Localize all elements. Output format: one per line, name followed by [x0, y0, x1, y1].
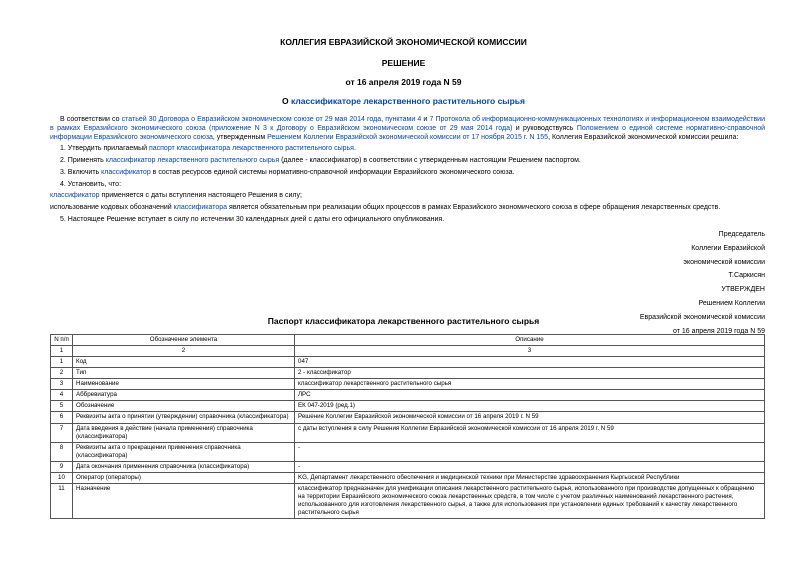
element-name-cell: Назначение — [73, 483, 295, 518]
org-heading: КОЛЛЕГИЯ ЕВРАЗИЙСКОЙ ЭКОНОМИЧЕСКОЙ КОМИССИИ — [280, 37, 527, 47]
preamble-text-4: и руководствуясь — [512, 124, 577, 132]
description-cell: ЕК 047-2019 (ред.1) — [295, 401, 765, 412]
subheader-cell: 3 — [295, 346, 765, 357]
doc-type-heading: РЕШЕНИЕ — [381, 58, 426, 68]
passport-table — [50, 334, 765, 519]
preamble-text-6: , Коллегия Евразийской экономической комиссии решила: — [548, 133, 739, 141]
table-row — [51, 442, 765, 461]
table-row — [51, 357, 765, 368]
table-row — [51, 412, 765, 423]
row-number-cell: 5 — [51, 401, 73, 412]
approval-line: УТВЕРЖДЕН — [721, 286, 765, 294]
decision-155-link[interactable]: Решением Коллегии Евразийской экономической комиссии от 17 ноября 2015 г. N 155 — [267, 133, 549, 141]
classifier-link-4b[interactable]: классификатора — [173, 204, 228, 211]
element-name-cell: Обозначение — [73, 401, 295, 412]
classifier-link-4a[interactable]: классификатор — [50, 192, 100, 200]
protocol-link[interactable]: 7 Протокола об информационно-коммуникационных технологиях и информационном взаимодействии в рамках Евразийского экономического союза (приложение N 3 к Договору о Евразийском экономическом союзе от 29 мая 2014 года) — [50, 116, 765, 132]
regulation-link[interactable]: Положением о единой системе нормативно-справочной информации Евразийского экономического союза — [50, 124, 766, 141]
protocol-points-link[interactable]: пунктами 4 — [385, 116, 422, 123]
header-cell: Обозначение элемента — [73, 335, 295, 346]
description-cell: - — [295, 442, 765, 461]
description-cell: ЛРС — [295, 390, 765, 401]
subheader-cell: 1 — [51, 346, 73, 357]
table-subheader-row — [51, 346, 765, 357]
treaty-article-link[interactable]: статьей 30 Договора о Евразийском экономическом союзе от 29 мая 2014 года — [121, 116, 382, 123]
approval-line: Решением Коллегии — [698, 299, 765, 307]
subheader-cell: 2 — [73, 346, 295, 357]
table-row — [51, 379, 765, 390]
preamble-text-2: , — [381, 116, 386, 123]
table-row — [51, 461, 765, 472]
item-5: 5. Настоящее Решение вступает в силу по истечении 30 календарных дней с даты его официального опубликования. — [60, 215, 445, 223]
item-2 — [50, 157, 765, 166]
row-number-cell: 4 — [51, 390, 73, 401]
row-number-cell: 7 — [51, 423, 73, 442]
item-2-end: (далее - классификатор) в соответствии с утвержденным настоящим Решением паспортом. — [279, 157, 581, 164]
preamble-text-1: В соответствии со — [60, 116, 122, 123]
item-4b — [50, 204, 765, 213]
description-cell: классификатор предназначен для унификации описания лекарственного растительного сырья, использованного при производстве допущенных к обращению на территории Евразийского экономического союза лекарственных средств, в том числе с учетом различных наименований лекарственного растения, использованного для изготовления лекарственного сырья, а также для использования при установлении единых требований к качеству лекарственного растительного сырья — [295, 483, 765, 518]
description-cell: 047 — [295, 357, 765, 368]
element-name-cell: Аббревиатура — [73, 390, 295, 401]
item-4a — [50, 192, 765, 201]
preamble-paragraph — [50, 116, 765, 142]
row-number-cell: 9 — [51, 461, 73, 472]
approval-line: Евразийской экономической комиссии — [639, 313, 765, 321]
item-1 — [50, 145, 765, 154]
signature-line: экономической комиссии — [683, 258, 765, 266]
description-cell: Решение Коллегии Евразийской экономической комиссии от 16 апреля 2019 г. N 59 — [295, 412, 765, 423]
table-row — [51, 368, 765, 379]
element-name-cell: Код — [73, 357, 295, 368]
preamble-text-5: , утвержденным — [212, 133, 268, 141]
signature-line: Председатель — [718, 231, 765, 238]
passport-link[interactable]: паспорт классификатора лекарственного растительного сырья — [148, 145, 354, 153]
description-cell: 2 - классификатор — [295, 368, 765, 379]
table-row — [51, 401, 765, 412]
signature-line: Т.Саркисян — [728, 272, 765, 280]
preamble-text-3: и — [421, 116, 430, 123]
signature-line: Коллегии Евразийской — [691, 244, 765, 252]
decision-title — [0, 96, 807, 107]
description-cell: KG, Департамент лекарственного обеспечения и медицинской техники при Министерстве здравоохранения Кыргызской Республики — [295, 472, 765, 483]
row-number-cell: 10 — [51, 472, 73, 483]
header-cell: N п/п — [51, 335, 73, 346]
item-3 — [50, 169, 765, 178]
element-name-cell: Тип — [73, 368, 295, 379]
item-4: 4. Установить, что: — [60, 180, 122, 188]
item-1-end: . — [353, 145, 356, 153]
row-number-cell: 11 — [51, 483, 73, 518]
description-cell: классификатор лекарственного растительного сырья — [295, 379, 765, 390]
element-name-cell: Оператор (операторы) — [73, 472, 295, 483]
item-4b-end: является обязательным при реализации общих процессов в рамках Евразийского экономического союза в сфере обращения лекарственных средств. — [227, 204, 721, 211]
table-header-row — [51, 335, 765, 346]
decision-body — [50, 116, 765, 225]
element-name-cell: Дата окончания применения справочника (классификатора) — [73, 461, 295, 472]
passport-title: Паспорт классификатора лекарственного растительного сырья — [267, 316, 540, 326]
element-name-cell: Наименование — [73, 379, 295, 390]
row-number-cell: 2 — [51, 368, 73, 379]
header-cell: Описание — [295, 335, 765, 346]
item-4a-text: применяется с даты вступления настоящего Решения в силу; — [99, 192, 302, 200]
item-4b-text: использование кодовых обозначений — [50, 204, 174, 211]
approval-line: от 16 апреля 2019 года N 59 — [672, 327, 765, 335]
item-3-end: в состав ресурсов единой системы нормативно-справочной информации Евразийского экономического союза. — [150, 168, 515, 176]
element-name-cell: Дата введения в действие (начала применения) справочника (классификатора) — [73, 423, 295, 442]
row-number-cell: 6 — [51, 412, 73, 423]
title-link[interactable]: классификаторе лекарственного растительного сырья — [291, 96, 525, 106]
date-number-heading: от 16 апреля 2019 года N 59 — [345, 77, 462, 87]
title-prefix: О — [282, 96, 292, 106]
item-1-text: 1. Утвердить прилагаемый — [60, 145, 149, 153]
element-name-cell: Реквизиты акта о принятии (утверждении) справочника (классификатора) — [73, 412, 295, 423]
row-number-cell: 8 — [51, 442, 73, 461]
description-cell: с даты вступления в силу Решения Коллегии Евразийской экономической комиссии от 16 апреля 2019 г. N 59 — [295, 423, 765, 442]
table-row — [51, 483, 765, 518]
table-row — [51, 472, 765, 483]
description-cell: - — [295, 461, 765, 472]
row-number-cell: 3 — [51, 379, 73, 390]
item-3-text: 3. Включить — [60, 168, 102, 176]
row-number-cell: 1 — [51, 357, 73, 368]
table-row — [51, 423, 765, 442]
classifier-link-2[interactable]: классификатор лекарственного растительного сырья — [105, 157, 280, 164]
item-2-text: 2. Применять — [60, 157, 106, 164]
classifier-link-3[interactable]: классификатор — [101, 168, 151, 176]
element-name-cell: Реквизиты акта о прекращении применения справочника (классификатора) — [73, 442, 295, 461]
table-row — [51, 390, 765, 401]
